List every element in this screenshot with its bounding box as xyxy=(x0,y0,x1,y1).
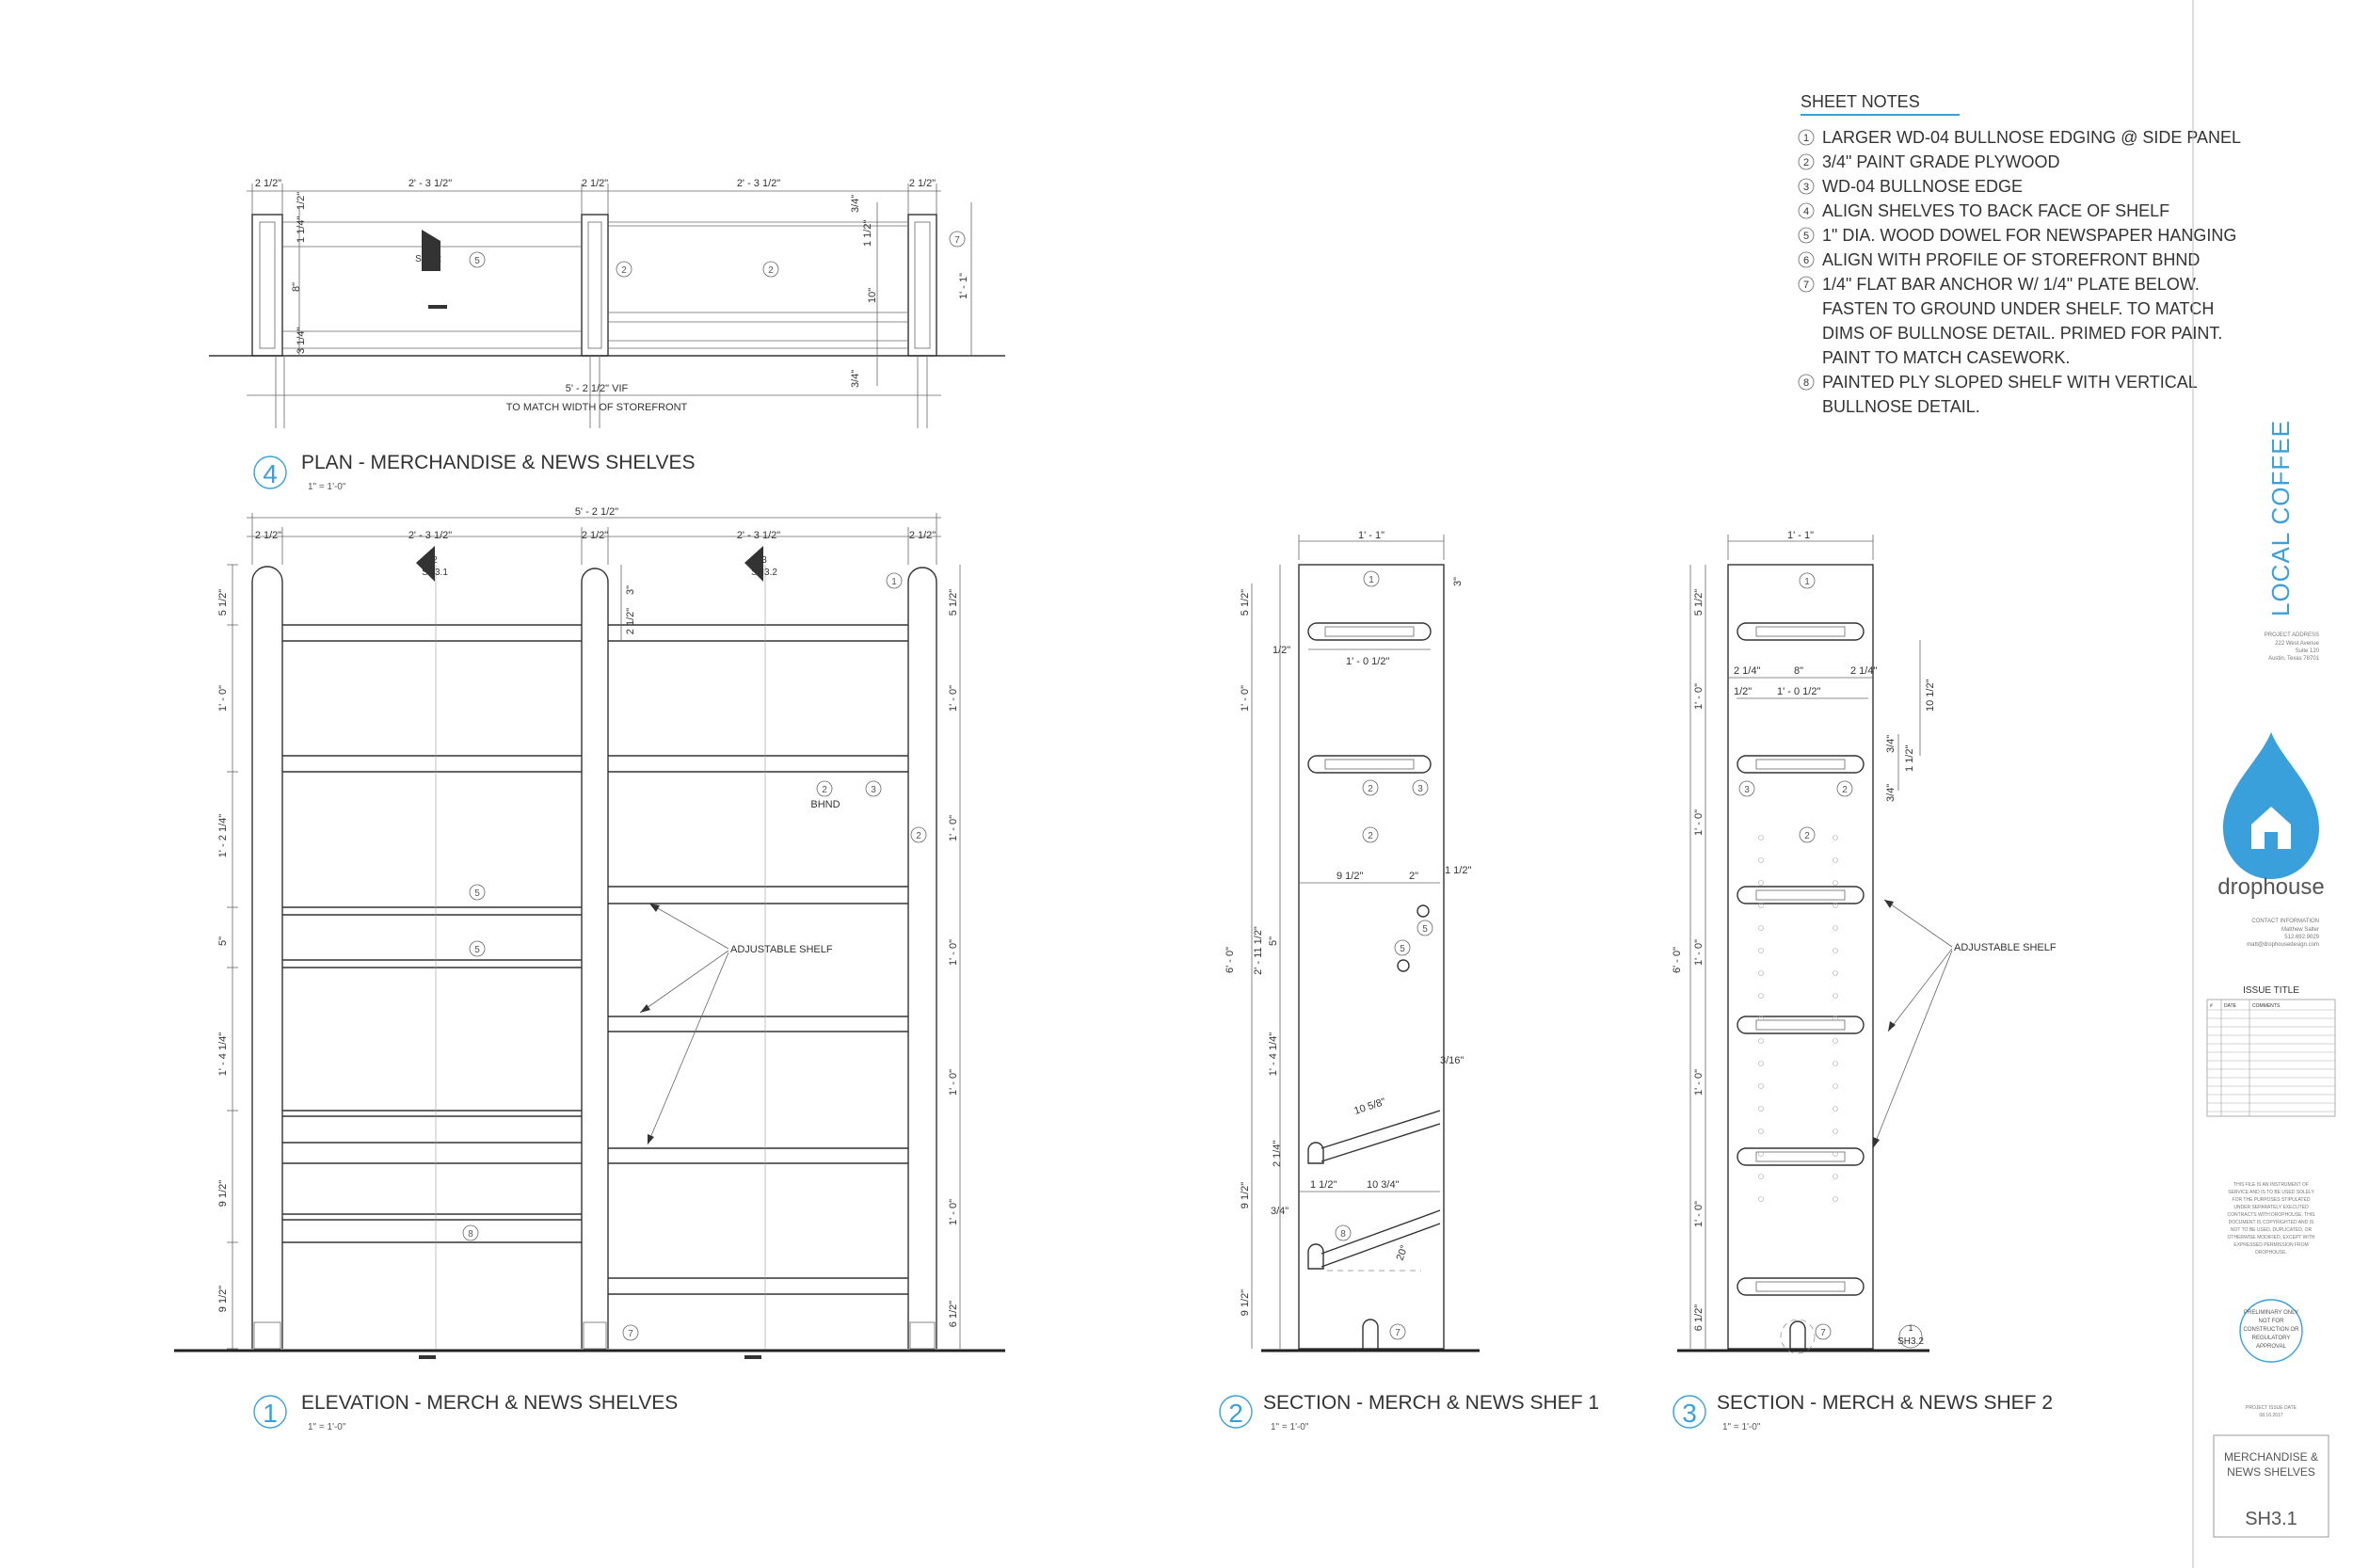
project-address-label: PROJECT ADDRESS xyxy=(2264,632,2319,638)
s1-dim-10-58: 10 5/8" xyxy=(1353,1096,1387,1117)
svg-text:1: 1 xyxy=(1804,577,1810,587)
elev-right-dim-2: 1' - 0" xyxy=(948,684,959,712)
stamp-line: CONSTRUCTION OR xyxy=(2243,1327,2299,1333)
s2-pin-hole xyxy=(1759,1062,1764,1066)
s1-dim-2-25: 2 1/4" xyxy=(1272,1140,1283,1167)
sheet-note-text: BULLNOSE DETAIL. xyxy=(1822,397,1980,416)
disclaimer-line: DROPHOUSE. xyxy=(2255,1250,2287,1256)
sheet-note-number: 6 xyxy=(1802,255,1810,266)
s2-shelf-edge xyxy=(1756,890,1845,900)
elev-left-dim-2: 1' - 0" xyxy=(217,684,229,712)
elev-section-ref-2: SH3.2 xyxy=(751,568,777,578)
svg-text:2: 2 xyxy=(768,265,774,276)
s2-pin-hole xyxy=(1833,971,1838,976)
sheet-note-text: PAINTED PLY SLOPED SHELF WITH VERTICAL xyxy=(1822,373,2198,392)
issue-col-header: COMMENTS xyxy=(2252,1003,2281,1009)
s2-pin-hole xyxy=(1833,881,1838,886)
elev-section-num-3: 3 xyxy=(761,555,767,566)
section-1-title: SECTION - MERCH & NEWS SHEF 1 xyxy=(1263,1392,1600,1414)
s2-pin-hole xyxy=(1833,1039,1838,1044)
issue-date-label: PROJECT ISSUE DATE xyxy=(2246,1405,2297,1411)
svg-text:2: 2 xyxy=(916,831,921,841)
address-line-3: Austin, Texas 78701 xyxy=(2268,656,2319,662)
elev-dim-overall: 5' - 2 1/2" xyxy=(574,506,619,518)
svg-text:7: 7 xyxy=(1820,1328,1826,1338)
elev-right-dim-5: 1' - 0" xyxy=(948,1068,959,1096)
s2-pin-hole xyxy=(1759,971,1764,976)
sheet-note-text: WD-04 BULLNOSE EDGE xyxy=(1822,177,2024,196)
elev-right-dim-3: 1' - 0" xyxy=(948,814,959,842)
sheet-note-number: 5 xyxy=(1802,231,1810,242)
elev-left-dim-1: 5 1/2" xyxy=(217,588,229,616)
svg-text:2: 2 xyxy=(1804,831,1810,841)
s2-section-num: 1 xyxy=(1908,1323,1913,1333)
s2-pin-hole xyxy=(1833,926,1838,931)
plan-dim-right-2: 1 1/2" xyxy=(862,219,873,247)
s2-pin-hole xyxy=(1759,858,1764,863)
svg-text:3: 3 xyxy=(1417,784,1423,794)
s2-shelf-edge xyxy=(1756,627,1845,636)
s2-dim-shelf: 1' - 0 1/2" xyxy=(1777,686,1821,697)
svg-text:2: 2 xyxy=(1368,784,1373,794)
disclaimer-line: UNDER SEPARATELY EXECUTED xyxy=(2233,1205,2309,1210)
address-line-1: 222 West Avenue xyxy=(2275,641,2319,647)
s2-pin-hole xyxy=(1759,994,1764,999)
s1-dim-1-5: 1 1/2" xyxy=(1445,865,1472,876)
elev-section-ref-1: SH3.1 xyxy=(422,568,448,578)
s1-dim-10-34: 10 3/4" xyxy=(1367,1179,1400,1191)
s2-dim-3-4b: 3/4" xyxy=(1885,783,1897,802)
s1-dim-2in: 2" xyxy=(1409,871,1419,882)
sheet-note-number: 1 xyxy=(1802,133,1810,144)
s2-pin-hole xyxy=(1833,1175,1838,1179)
sheet-note-text: ALIGN SHELVES TO BACK FACE OF SHELF xyxy=(1822,201,2170,220)
sheet-note-item xyxy=(1799,373,2198,416)
svg-text:5: 5 xyxy=(474,945,480,955)
plan-dim-side-1: 2 1/2" xyxy=(254,178,282,189)
plan-dim-overall: 5' - 2 1/2" VIF xyxy=(565,383,629,394)
s2-left-dim-7: 6 1/2" xyxy=(1693,1304,1705,1332)
stamp-line: PRELIMINARY ONLY xyxy=(2243,1310,2299,1316)
s2-pin-hole xyxy=(1759,949,1764,953)
elev-section-num-2: 2 xyxy=(432,555,438,566)
section-2-view xyxy=(1672,530,2057,1432)
preliminary-stamp xyxy=(2244,1310,2300,1350)
plan-dim-left-2: 1 1/4" xyxy=(296,216,307,243)
s2-left-dim-4: 1' - 0" xyxy=(1693,938,1705,967)
elev-dim-side-1: 2 1/2" xyxy=(254,530,282,541)
svg-text:1: 1 xyxy=(891,577,897,587)
section-1-scale: 1" = 1'-0" xyxy=(1271,1422,1309,1432)
svg-text:3: 3 xyxy=(871,785,876,795)
plan-dim-left-3: 8" xyxy=(291,281,302,292)
elev-adjustable-shelf-label: ADJUSTABLE SHELF xyxy=(730,944,833,955)
disclaimer-line: CONTRACTS WITH DROPHOUSE. THIS xyxy=(2227,1212,2315,1218)
svg-text:8: 8 xyxy=(1340,1229,1346,1240)
s2-shelf-edge xyxy=(1756,1020,1845,1030)
s2-pin-hole xyxy=(1759,1197,1764,1202)
s2-pin-hole xyxy=(1759,1039,1764,1044)
s1-dim-3-16: 3/16" xyxy=(1440,1055,1465,1066)
sheet-note-number: 7 xyxy=(1802,280,1810,291)
elev-right-dim-1: 5 1/2" xyxy=(948,588,959,616)
plan-dim-bay-2: 2' - 3 1/2" xyxy=(736,178,781,189)
sheet-notes-list xyxy=(1799,128,2241,416)
svg-text:5: 5 xyxy=(1400,944,1405,954)
s2-left-dim-5: 1' - 0" xyxy=(1693,1068,1705,1096)
disclaimer-line: SERVICE AND IS TO BE USED SOLELY xyxy=(2228,1190,2314,1195)
s1-dim-overall: 6' - 0" xyxy=(1225,946,1236,974)
s2-shelf-edge xyxy=(1756,1282,1845,1291)
s2-pin-hole xyxy=(1759,1129,1764,1134)
drophouse-logo xyxy=(2217,732,2324,900)
elev-left-dim-7: 9 1/2" xyxy=(217,1285,229,1313)
s2-adjustable-shelf-label: ADJUSTABLE SHELF xyxy=(1954,942,2057,953)
svg-text:2: 2 xyxy=(1842,785,1848,795)
sheet-note-number: 8 xyxy=(1802,377,1810,389)
disclaimer-line: DOCUMENT IS COPYRIGHTED AND IS xyxy=(2228,1220,2314,1225)
s2-pin-hole xyxy=(1833,1062,1838,1066)
sheet-note-number: 4 xyxy=(1802,206,1810,217)
s2-pin-hole xyxy=(1759,1084,1764,1089)
s2-pin-hole xyxy=(1833,858,1838,863)
elev-dim-side-3: 2 1/2" xyxy=(908,530,936,541)
section-1-view xyxy=(1220,530,1599,1432)
s2-shelf-edge xyxy=(1756,760,1845,769)
s2-dim-3-4a: 3/4" xyxy=(1885,734,1897,753)
sheet-note-number: 3 xyxy=(1802,182,1810,193)
s1-left-dim-1: 5 1/2" xyxy=(1240,588,1251,616)
sheet-note-text: 1" DIA. WOOD DOWEL FOR NEWSPAPER HANGING xyxy=(1822,226,2237,245)
s2-pin-hole xyxy=(1833,1129,1838,1134)
stamp-line: NOT FOR xyxy=(2258,1319,2284,1324)
svg-text:7: 7 xyxy=(628,1329,633,1339)
s1-dim-3-4: 3/4" xyxy=(1271,1206,1289,1217)
s2-left-dim-3: 1' - 0" xyxy=(1693,808,1705,837)
s2-pin-hole xyxy=(1759,881,1764,886)
s2-pin-hole xyxy=(1833,1084,1838,1089)
project-name: LOCAL COFFEE xyxy=(2266,420,2295,616)
s1-left-dim-3: 5" xyxy=(1268,936,1279,947)
s2-left-dim-1: 5 1/2" xyxy=(1693,588,1705,616)
disclaimer-line: THIS FILE IS AN INSTRUMENT OF xyxy=(2233,1182,2309,1188)
stamp-line: APPROVAL xyxy=(2256,1344,2286,1350)
section-2-number: 3 xyxy=(1682,1399,1697,1428)
svg-text:3: 3 xyxy=(1744,785,1750,795)
s2-shelves xyxy=(1737,623,1864,1295)
sheet-note-text: DIMS OF BULLNOSE DETAIL. PRIMED FOR PAINT. xyxy=(1822,324,2223,343)
section-2-title: SECTION - MERCH & NEWS SHEF 2 xyxy=(1717,1392,2054,1414)
s2-dim-overall: 6' - 0" xyxy=(1672,946,1683,974)
elev-left-dim-5: 1' - 4 1/4" xyxy=(217,1032,229,1077)
elev-right-dim-7: 6 1/2" xyxy=(948,1300,959,1328)
contact-line-3: matt@drophousedesign.com xyxy=(2247,942,2319,948)
sheet-note-item xyxy=(1799,201,2169,220)
svg-text:2: 2 xyxy=(822,785,827,795)
s2-shelf-edge xyxy=(1756,1152,1845,1161)
sheet-note-item xyxy=(1799,250,2200,269)
issue-col-header: DATE xyxy=(2224,1003,2236,1009)
s2-pin-hole xyxy=(1833,949,1838,953)
svg-text:7: 7 xyxy=(954,235,960,246)
s2-pin-hole xyxy=(1833,1107,1838,1112)
s1-dim-9-5: 9 1/2" xyxy=(1337,871,1364,882)
svg-text:5: 5 xyxy=(474,888,480,899)
issue-title-heading: ISSUE TITLE xyxy=(2243,985,2299,996)
elevation-view-scale: 1" = 1'-0" xyxy=(308,1422,346,1432)
s2-dim-10-5: 10 1/2" xyxy=(1925,679,1936,712)
sheet-note-text: PAINT TO MATCH CASEWORK. xyxy=(1822,348,2071,367)
disclaimer-line: NOT TO BE USED, DUPLICATED, OR xyxy=(2230,1227,2313,1233)
svg-text:5: 5 xyxy=(474,256,480,266)
s2-dim-2-25a: 2 1/4" xyxy=(1734,665,1761,677)
elevation-view-title: ELEVATION - MERCH & NEWS SHELVES xyxy=(301,1392,679,1414)
disclaimer-line: EXPRESSED PERMISSION FROM xyxy=(2233,1242,2309,1248)
elev-dim-2-5in: 2 1/2" xyxy=(625,607,636,635)
disclaimer-line: FOR THE PURPOSES STIPULATED xyxy=(2232,1197,2311,1203)
sheet-note-item xyxy=(1799,152,2059,171)
svg-text:2: 2 xyxy=(621,265,627,276)
elev-dim-side-2: 2 1/2" xyxy=(581,530,609,541)
sheet-note-item xyxy=(1799,275,2222,367)
sheet-note-text: 3/4" PAINT GRADE PLYWOOD xyxy=(1822,152,2060,171)
svg-text:1: 1 xyxy=(1369,575,1374,585)
plan-view xyxy=(209,178,1005,492)
sheet-note-text: 1/4" FLAT BAR ANCHOR W/ 1/4" PLATE BELOW. xyxy=(1822,275,2200,294)
s1-dim-shelf: 1' - 0 1/2" xyxy=(1346,656,1390,667)
s2-section-ref: SH3.2 xyxy=(1897,1336,1924,1347)
s2-pin-hole xyxy=(1833,994,1838,999)
plan-section-ref: SH3.2 xyxy=(415,254,441,264)
plan-dim-left-4: 3 1/4" xyxy=(296,327,307,354)
elev-bhnd-label: BHND xyxy=(810,799,840,810)
contact-line-1: Matthew Salter xyxy=(2281,927,2319,933)
plan-dim-right-1: 3/4" xyxy=(850,194,861,213)
s2-left-dim-6: 1' - 0" xyxy=(1693,1200,1705,1228)
elev-dim-bay-2: 2' - 3 1/2" xyxy=(736,530,781,541)
s1-left-dim-5: 9 1/2" xyxy=(1240,1181,1251,1209)
section-2-scale: 1" = 1'-0" xyxy=(1722,1422,1761,1432)
s2-dim-depth: 1' - 1" xyxy=(1786,530,1815,541)
plan-dim-depth: 1' - 1" xyxy=(958,272,969,299)
section-1-number: 2 xyxy=(1228,1399,1243,1428)
s2-dim-half: 1/2" xyxy=(1734,686,1753,697)
s2-pin-hole xyxy=(1759,926,1764,931)
plan-dim-side-3: 2 1/2" xyxy=(908,178,936,189)
elev-dim-3in: 3" xyxy=(625,584,636,596)
issue-date: 08.16.2017 xyxy=(2259,1413,2283,1418)
elev-left-dim-3: 1' - 2 1/4" xyxy=(217,813,229,858)
plan-storefront-note: TO MATCH WIDTH OF STOREFRONT xyxy=(505,402,688,413)
s2-pin-hole xyxy=(1833,1197,1838,1202)
s1-dim-1-5b: 1 1/2" xyxy=(1310,1179,1337,1191)
svg-text:5: 5 xyxy=(1422,924,1428,935)
contact-line-2: 512.692.9029 xyxy=(2284,935,2319,940)
plan-dim-right-3: 10" xyxy=(867,287,878,303)
plan-dim-bay-1: 2' - 3 1/2" xyxy=(408,178,453,189)
plan-dim-right-4: 3/4" xyxy=(850,369,861,388)
s2-dim-2-25b: 2 1/4" xyxy=(1850,665,1878,677)
elevation-view-number: 1 xyxy=(263,1399,278,1428)
sheet-note-item xyxy=(1799,128,2241,147)
sheet-note-number: 2 xyxy=(1802,157,1810,168)
plan-view-scale: 1" = 1'-0" xyxy=(308,482,346,492)
s1-dim-sub: 2' - 11 1/2" xyxy=(1253,926,1264,975)
disclaimer-line: OTHERWISE MODIFIED, EXCEPT WITH xyxy=(2227,1235,2315,1240)
s1-dim-half: 1/2" xyxy=(1273,645,1291,656)
s2-pin-hole xyxy=(1759,836,1764,840)
elev-left-dim-4: 5" xyxy=(217,936,229,947)
elevation-view xyxy=(174,506,1005,1432)
plan-view-number: 4 xyxy=(263,459,278,488)
address-line-2: Suite 120 xyxy=(2295,648,2319,654)
sheet-note-item xyxy=(1799,226,2236,245)
svg-text:8: 8 xyxy=(468,1229,473,1240)
elev-dim-bay-1: 2' - 3 1/2" xyxy=(408,530,453,541)
s1-left-dim-2: 1' - 0" xyxy=(1240,684,1251,712)
issue-col-header: # xyxy=(2210,1003,2213,1009)
elev-right-dim-6: 1' - 0" xyxy=(948,1198,959,1226)
s2-pin-hole xyxy=(1833,836,1838,840)
s2-dim-1-5: 1 1/2" xyxy=(1904,744,1915,772)
sheet-title-line-2: NEWS SHELVES xyxy=(2227,1465,2315,1479)
s1-dim-depth: 1' - 1" xyxy=(1357,530,1385,541)
sheet-note-item xyxy=(1799,177,2023,196)
sheet-note-text: ALIGN WITH PROFILE OF STOREFRONT BHND xyxy=(1822,250,2201,269)
s1-shelves xyxy=(1308,623,1431,773)
plan-view-title: PLAN - MERCHANDISE & NEWS SHELVES xyxy=(301,452,696,473)
contact-label: CONTACT INFORMATION xyxy=(2251,919,2319,924)
sheet-note-text: FASTEN TO GROUND UNDER SHELF. TO MATCH xyxy=(1822,299,2215,318)
s2-pin-hole xyxy=(1759,1175,1764,1179)
sheet-notes-heading: SHEET NOTES xyxy=(1801,92,1920,111)
plan-dim-side-2: 2 1/2" xyxy=(581,178,609,189)
svg-text:2: 2 xyxy=(1368,831,1373,841)
s2-dim-8: 8" xyxy=(1794,665,1804,677)
brand-name: drophouse xyxy=(2217,874,2325,900)
plan-dim-left-1: 1/2" xyxy=(296,191,307,210)
s2-left-dim-2: 1' - 0" xyxy=(1693,682,1705,711)
s1-left-dim-6: 9 1/2" xyxy=(1240,1288,1251,1317)
elev-right-dim-4: 1' - 0" xyxy=(948,938,959,967)
issue-table xyxy=(2207,1000,2335,1116)
sheet-notes xyxy=(1799,92,2241,416)
sheet-number: SH3.1 xyxy=(2245,1509,2297,1529)
s2-pin-hole xyxy=(1759,1107,1764,1112)
sheet-title-line-1: MERCHANDISE & xyxy=(2223,1450,2319,1464)
s1-left-dim-4: 1' - 4 1/4" xyxy=(1268,1032,1279,1077)
stamp-line: REGULATORY xyxy=(2251,1336,2291,1341)
elev-left-dim-6: 9 1/2" xyxy=(217,1179,229,1208)
s1-dim-angle: 20° xyxy=(1394,1243,1411,1263)
sheet-note-text: LARGER WD-04 BULLNOSE EDGING @ SIDE PANEL xyxy=(1822,128,2242,147)
s1-dim-3in: 3" xyxy=(1452,576,1464,587)
disclaimer xyxy=(2228,1182,2316,1256)
svg-text:7: 7 xyxy=(1395,1328,1401,1338)
